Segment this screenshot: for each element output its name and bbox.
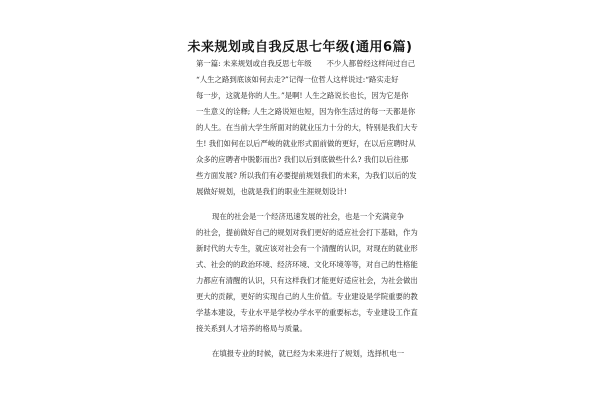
paragraph-1-line-5: 的人生。在当前大学生所面对的就业压力十分的大，特别是我们大专 — [196, 123, 418, 132]
paragraph-gap — [196, 200, 432, 209]
paragraph-1-line-8: 些方面发展? 所以我们有必要提前规划我们的未来，为我们以后的发 — [196, 171, 417, 180]
paragraph-2-line-8: 接关系到人才培养的格局与质量。 — [196, 324, 307, 333]
paragraph-2-line-2: 的社会，提前做好自己的规划对我们更好的适应社会打下基础，作为 — [196, 228, 418, 237]
paragraph-2-line-1: 现在的社会是一个经济迅速发展的社会，也是一个充满竞争 — [212, 212, 405, 221]
paragraph-3-line-1: 在填报专业的时候，就已经为未来进行了规划，选择机电一 — [212, 349, 405, 358]
paragraph-2-line-7: 学基本建设，专业水平是学校办学水平的重要标志，专业建设工作直 — [196, 308, 418, 317]
paragraph-1-line-7: 众多的应聘者中脱影而出? 我们以后到底做些什么? 我们以后往那 — [196, 155, 409, 164]
paragraph-2-line-4: 式、社会的的政治环境、经济环境、文化环境等等，对自己的性格能 — [196, 260, 418, 269]
paragraph-1-line-6: 生! 我们如何在以后严峻的就业形式面前做的更好，在以后应聘时从 — [196, 139, 416, 148]
paragraph-2-line-3: 新时代的大专生，就应该对社会有一个清醒的认识，对现在的就业形 — [196, 244, 418, 253]
paragraph-1-line-9: 展做好规划，也就是我们的职业生涯规划设计! — [196, 187, 347, 196]
paragraph-1-line-2: “人生之路到底该如何去走?”记得一位哲人这样说过:“路实走好 — [196, 75, 399, 84]
document-title: 未来规划或自我反思七年级(通用6篇) — [187, 40, 413, 55]
paragraph-1-line-4: 一生意义的诠释; 人生之路说短也短，因为你生活过的每一天都是你 — [196, 107, 416, 116]
paragraph-1-line-1: 第一篇: 未来规划或自我反思七年级 不少人都曾经这样问过自己 — [196, 59, 416, 68]
paragraph-gap — [196, 337, 432, 346]
document-body — [196, 56, 432, 362]
paragraph-2-line-5: 力都应有清醒的认识，只有这样我们才能更好适应社会，为社会做出 — [196, 276, 418, 285]
paragraph-2-line-6: 更大的贡献，更好的实现自己的人生价值。专业建设是学院重要的教 — [196, 292, 418, 301]
paragraph-1-line-3: 每一步，这就是你的人生。”是啊! 人生之路说长也长，因为它是你 — [196, 91, 409, 100]
